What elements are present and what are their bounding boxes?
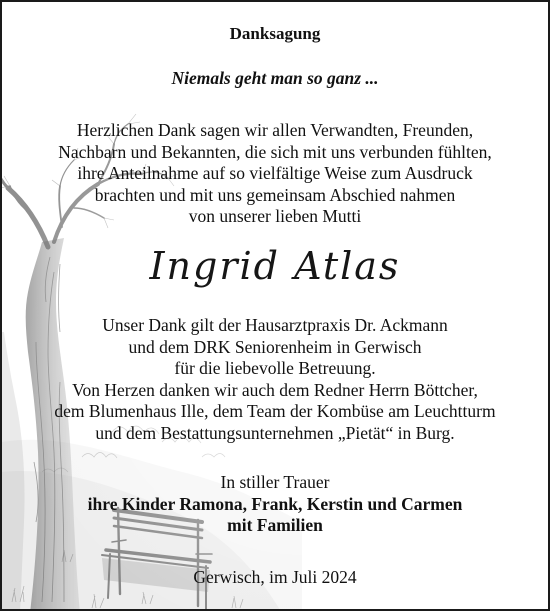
motto-line: Niemals geht man so ganz ...: [171, 68, 379, 88]
thanks-line: ihre Anteilnahme auf so vielfältige Weise zum Ausdruck: [77, 163, 473, 183]
gratitude-line: Von Herzen danken wir auch dem Redner Herrn Böttcher,: [72, 379, 478, 400]
gratitude-line: für die liebevolle Betreuung.: [174, 358, 376, 378]
thanks-line: von unserer lieben Mutti: [188, 206, 362, 226]
notice-heading: Danksagung: [229, 24, 321, 43]
gratitude-paragraph: [2, 315, 548, 444]
thanks-line: Herzlichen Dank sagen wir allen Verwandten, Freunden,: [76, 120, 474, 140]
family-suffix: mit Familien: [227, 515, 323, 535]
mourning-intro: In stiller Trauer: [220, 472, 330, 492]
gratitude-line: dem Blumenhaus Ille, dem Team der Kombüse am Leuchtturm: [54, 401, 496, 421]
gratitude-line: und dem DRK Seniorenheim in Gerwisch: [128, 336, 422, 357]
gratitude-line: Unser Dank gilt der Hausarztpraxis Dr. Ackmann: [102, 315, 448, 335]
place-and-date: Gerwisch, im Juli 2024: [193, 567, 357, 587]
deceased-name: Ingrid Atlas: [149, 244, 401, 288]
family-names: ihre Kinder Ramona, Frank, Kerstin und Carmen: [87, 493, 463, 514]
thanks-paragraph: [2, 120, 548, 228]
thanks-line: brachten und mit uns gemeinsam Abschied nahmen: [94, 184, 456, 205]
gratitude-line: und dem Bestattungsunternehmen „Pietät“ in Burg.: [95, 422, 455, 443]
mourning-signature: [2, 472, 548, 537]
thanks-line: Nachbarn und Bekannten, die sich mit uns verbunden fühlten,: [58, 141, 492, 162]
